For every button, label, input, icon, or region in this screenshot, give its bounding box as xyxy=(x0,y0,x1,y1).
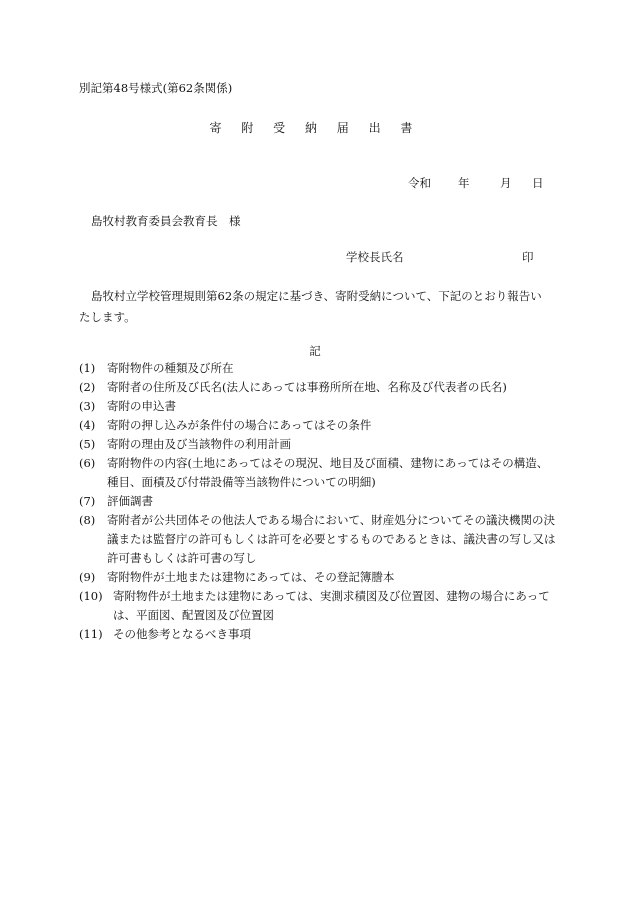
record-heading: 記 xyxy=(309,344,321,358)
item-text: 寄附の押し込みが条件付の場合にあってはその条件 xyxy=(107,418,372,432)
principal-name-label: 学校長氏名 xyxy=(346,250,404,264)
item-number: (11) xyxy=(79,627,103,641)
list-item xyxy=(79,454,557,492)
form-number: 別記第48号様式(第62条関係) xyxy=(79,81,233,95)
item-text: 寄附者の住所及び氏名(法人にあっては事務所所在地、名称及び代表者の氏名) xyxy=(107,380,507,394)
item-number: (7) xyxy=(79,494,96,508)
list-item xyxy=(79,511,557,568)
item-text: 寄附の申込書 xyxy=(107,399,176,413)
list-item xyxy=(79,435,557,454)
item-text: 寄附者が公共団体その他法人である場合において、財産処分についてその議決機関の決議または監督庁の許可もしくは許可を必要とするものであるときは、議決書の写し又は許可書もしくは許可書の写し xyxy=(107,513,556,565)
list-item xyxy=(79,359,557,378)
item-list xyxy=(79,359,557,644)
item-number: (1) xyxy=(79,361,96,375)
list-item xyxy=(79,397,557,416)
list-item xyxy=(79,378,557,397)
item-text: 寄附物件が土地または建物にあっては、実測求積図及び位置図、建物の場合にあっては、平面図、配置図及び位置図 xyxy=(113,589,550,622)
item-number: (5) xyxy=(79,437,96,451)
list-item xyxy=(79,587,557,625)
date-year: 年 xyxy=(458,176,470,190)
date-line xyxy=(408,175,544,191)
item-text: 寄附物件の種類及び所在 xyxy=(107,361,234,375)
list-item xyxy=(79,492,557,511)
item-number: (2) xyxy=(79,380,96,394)
document-title xyxy=(0,119,630,136)
item-number: (10) xyxy=(79,589,103,603)
item-text: 寄附物件の内容(土地にあってはその現況、地目及び面積、建物にあってはその構造、種目、面積及び付帯設備等当該物件についての明細) xyxy=(107,456,549,489)
item-number: (3) xyxy=(79,399,96,413)
list-item xyxy=(79,568,557,587)
item-number: (4) xyxy=(79,418,96,432)
date-era: 令和 xyxy=(408,176,431,190)
item-number: (9) xyxy=(79,570,96,584)
seal-mark: 印 xyxy=(522,250,534,264)
item-text: 寄附の理由及び当該物件の利用計画 xyxy=(107,437,291,451)
item-number: (6) xyxy=(79,456,96,470)
date-day: 日 xyxy=(532,176,544,190)
addressee: 島牧村教育委員会教育長 様 xyxy=(91,214,241,228)
item-number: (8) xyxy=(79,513,96,527)
list-item xyxy=(79,416,557,435)
list-item xyxy=(79,625,557,644)
date-month: 月 xyxy=(500,176,512,190)
item-text: その他参考となるべき事項 xyxy=(113,627,251,641)
item-text: 評価調書 xyxy=(107,494,153,508)
document-title-text: 寄 附 受 納 届 出 書 xyxy=(209,121,421,135)
body-paragraph: 島牧村立学校管理規則第62条の規定に基づき、寄附受納について、下記のとおり報告いたします。 xyxy=(79,289,542,324)
item-text: 寄附物件が土地または建物にあっては、その登記簿謄本 xyxy=(107,570,395,584)
